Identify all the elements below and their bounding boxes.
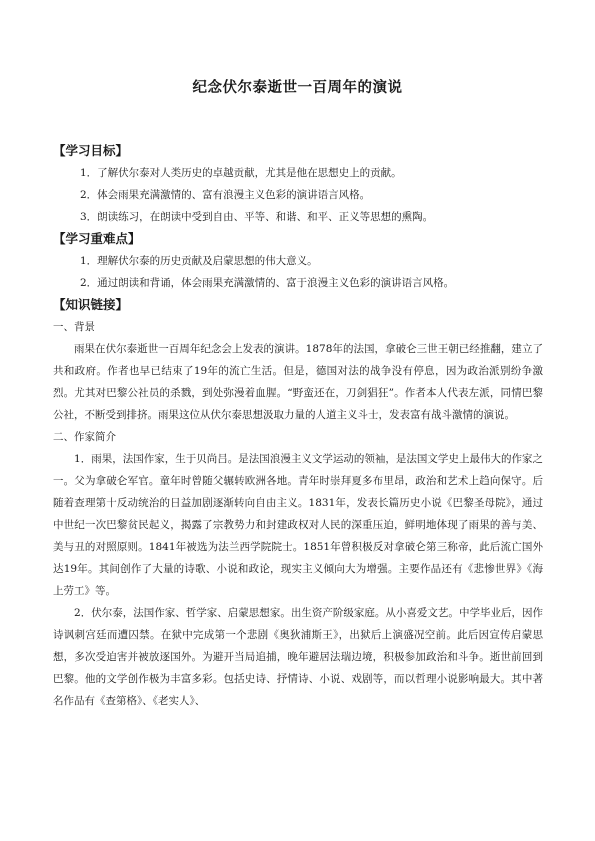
key-points-section bbox=[53, 228, 543, 294]
background-paragraph: 雨果在伏尔泰逝世一百周年纪念会上发表的演讲。1878年的法国，拿破仑三世王朝已经推翻，建立了共和政府。作者也早已结束了19年的流亡生活。但是，德国对法的战争没有停息，因为政治派别纷争激烈。尤其对巴黎公社员的杀戮，到处弥漫着血腥。“野蛮还在，刀剑猖狂”。作者本人代表左派，同情巴黎公社，不断受到排挤。雨果这位从伏尔泰思想汲取力量的人道主义斗士，发表富有战斗激情的演说。 bbox=[53, 343, 543, 421]
background-subheading: 一、背景 bbox=[53, 321, 95, 333]
key-point-item: 2．通过朗读和背诵，体会雨果充满激情的、富于浪漫主义色彩的演讲语言风格。 bbox=[80, 277, 455, 289]
author-subheading: 二、作家简介 bbox=[53, 431, 116, 443]
key-points-heading: 【学习重难点】 bbox=[53, 231, 141, 246]
goal-item: 2．体会雨果充满激情的、富有浪漫主义色彩的演讲语言风格。 bbox=[80, 189, 371, 201]
hugo-paragraph: 1．雨果，法国作家，生于贝尚吕。是法国浪漫主义文学运动的领袖，是法国文学史上最伟大的作家之一。父为拿破仑军官。童年时曾随父辗转欧洲各地。青年时崇拜夏多布里昂，政治和艺术上趋向保守。后随着查理第十反动统治的日益加剧逐渐转向自由主义。1831年，发表长篇历史小说《巴黎圣母院》，通过中世纪一次巴黎贫民起义，揭露了宗教势力和封建政权对人民的深重压迫，鲜明地体现了雨果的善与美、美与丑的对照原则。1841年被选为法兰西学院院士。1851年曾积极反对拿破仑第三称帝，此后流亡国外达19年。其间创作了大量的诗歌、小说和政论，现实主义倾向大为增强。主要作品还有《悲惨世界》《海上劳工》等。 bbox=[53, 453, 543, 597]
learning-goals-section bbox=[53, 140, 543, 228]
knowledge-heading: 【知识链接】 bbox=[53, 297, 129, 312]
goal-item: 1．了解伏尔泰对人类历史的卓越贡献，尤其是他在思想史上的贡献。 bbox=[80, 167, 402, 179]
key-point-item: 1．理解伏尔泰的历史贡献及启蒙思想的伟大意义。 bbox=[80, 255, 318, 267]
document-body bbox=[53, 140, 543, 712]
voltaire-paragraph: 2．伏尔泰，法国作家、哲学家、启蒙思想家。出生资产阶级家庭。从小喜爱文艺。中学毕业后，因作诗讽刺宫廷而遭囚禁。在狱中完成第一个悲剧《奥狄浦斯王》，出狱后上演盛况空前。此后因宣传启蒙思想，多次受迫害并被放逐国外。为避开当局追捕，晚年避居法瑞边境，积极参加政治和斗争。逝世前回到巴黎。他的文学创作极为丰富多彩。包括史诗、抒情诗、小说、戏剧等，而以哲理小说影响最大。其中著名作品有《查第格》、《老实人》、 bbox=[53, 607, 543, 707]
knowledge-section bbox=[53, 294, 543, 712]
goal-item: 3．朗读练习，在朗读中受到自由、平等、和谐、和平、正义等思想的熏陶。 bbox=[80, 211, 434, 223]
learning-goals-heading: 【学习目标】 bbox=[53, 143, 129, 158]
page-title: 纪念伏尔泰逝世一百周年的演说 bbox=[192, 80, 403, 96]
